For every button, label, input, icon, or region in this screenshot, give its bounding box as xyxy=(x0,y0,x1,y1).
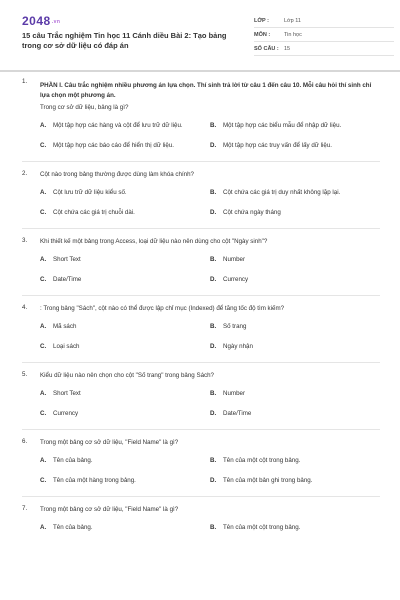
option-text: Một tập hợp các biểu mẫu để nhập dữ liệu. xyxy=(223,122,342,129)
option-text: Tên của một cột trong bảng. xyxy=(223,457,301,464)
meta-socau-value: 15 xyxy=(284,45,291,52)
option-letter: B. xyxy=(210,457,217,464)
option-text: Một tập hợp các truy vấn để lấy dữ liệu. xyxy=(223,142,332,149)
option-d[interactable] xyxy=(210,208,380,217)
option-a[interactable] xyxy=(40,322,210,331)
question-divider xyxy=(22,295,380,296)
question-2 xyxy=(22,170,380,179)
option-text: Tên của một hàng trong bảng. xyxy=(53,477,136,484)
option-a[interactable] xyxy=(40,121,210,130)
question-divider xyxy=(22,228,380,229)
question-list xyxy=(22,78,380,543)
question-divider xyxy=(22,362,380,363)
meta-row-lop xyxy=(254,14,394,28)
meta-socau-label: SỐ CÂU : xyxy=(254,45,279,52)
question-text: Trong một bảng cơ sở dữ liệu, "Field Name" là gì? xyxy=(40,439,179,446)
option-text: Ngày nhận xyxy=(223,343,253,350)
option-letter: B. xyxy=(210,524,217,531)
option-c[interactable] xyxy=(40,141,210,150)
question-3 xyxy=(22,237,380,246)
options-q3 xyxy=(40,255,380,284)
options-q6 xyxy=(40,456,380,485)
meta-lop-label: LỚP : xyxy=(254,17,269,24)
option-b[interactable] xyxy=(210,389,380,398)
option-text: Date/Time xyxy=(53,276,82,283)
option-b[interactable] xyxy=(210,255,380,264)
option-letter: A. xyxy=(40,524,47,531)
question-number: 7. xyxy=(22,505,28,512)
section-title: PHẦN I. Câu trắc nghiệm nhiều phương án lựa chọn. Thí sinh trả lời từ câu 1 đến câu 10. Mỗi câu hỏi thí sinh chỉ lựa chọn một phương án. xyxy=(40,82,372,99)
meta-row-socau xyxy=(254,42,394,56)
option-letter: B. xyxy=(210,122,217,129)
options-q4 xyxy=(40,322,380,351)
option-c[interactable] xyxy=(40,409,210,418)
option-b[interactable] xyxy=(210,188,380,197)
meta-info xyxy=(254,14,394,56)
option-letter: D. xyxy=(210,142,217,149)
question-number: 3. xyxy=(22,237,28,244)
option-text: Một tập hợp các hàng và cột để lưu trữ dữ liệu. xyxy=(53,122,183,129)
question-text: Khi thiết kế một bảng trong Access, loại dữ liệu nào nên dùng cho cột "Ngày sinh"? xyxy=(40,238,268,245)
option-letter: D. xyxy=(210,410,217,417)
option-c[interactable] xyxy=(40,208,210,217)
option-text: Một tập hợp các báo cáo để hiển thị dữ liệu. xyxy=(53,142,175,149)
option-letter: A. xyxy=(40,122,47,129)
question-text: Trong một bảng cơ sở dữ liệu, "Field Name" là gì? xyxy=(40,506,179,513)
option-text: Tên của một cột trong bảng. xyxy=(223,524,301,531)
option-d[interactable] xyxy=(210,141,380,150)
option-text: Number xyxy=(223,390,246,397)
option-letter: C. xyxy=(40,142,47,149)
option-c[interactable] xyxy=(40,342,210,351)
option-text: Tên của một bản ghi trong bảng. xyxy=(223,477,313,484)
header xyxy=(22,14,380,70)
option-letter: A. xyxy=(40,457,47,464)
option-c[interactable] xyxy=(40,275,210,284)
option-a[interactable] xyxy=(40,255,210,264)
question-7 xyxy=(22,505,380,514)
question-text: Trong cơ sở dữ liệu, bảng là gì? xyxy=(40,104,129,111)
question-number: 4. xyxy=(22,304,28,311)
header-divider xyxy=(0,70,400,72)
question-text: Cột nào trong bảng thường được dùng làm khóa chính? xyxy=(40,171,194,178)
option-text: Currency xyxy=(223,276,249,283)
option-text: Tên của bảng. xyxy=(53,457,93,464)
option-letter: A. xyxy=(40,390,47,397)
option-text: Short Text xyxy=(53,256,81,263)
meta-mon-value: Tin học xyxy=(284,31,302,38)
question-5 xyxy=(22,371,380,380)
question-number: 1. xyxy=(22,78,28,85)
option-letter: D. xyxy=(210,343,217,350)
logo-suffix: .vn xyxy=(51,18,61,25)
options-q5 xyxy=(40,389,380,418)
logo-text: 2048 xyxy=(22,14,51,28)
question-1 xyxy=(22,78,380,112)
option-text: Số trang xyxy=(223,323,247,330)
question-text: : Trong bảng "Sách", cột nào có thể được lập chỉ mục (Indexed) để tăng tốc độ tìm kiếm? xyxy=(40,305,285,312)
question-6 xyxy=(22,438,380,447)
option-letter: C. xyxy=(40,209,47,216)
option-text: Cột chứa các giá trị chuỗi dài. xyxy=(53,209,135,216)
option-letter: C. xyxy=(40,410,47,417)
option-letter: C. xyxy=(40,343,47,350)
question-text: Kiểu dữ liệu nào nên chọn cho cột "Số trang" trong bảng Sách? xyxy=(40,372,214,379)
option-text: Number xyxy=(223,256,246,263)
option-letter: A. xyxy=(40,256,47,263)
question-divider xyxy=(22,161,380,162)
options-q1 xyxy=(40,121,380,150)
option-text: Cột lưu trữ dữ liệu kiểu số. xyxy=(53,189,127,196)
option-text: Cột chứa ngày tháng xyxy=(223,209,281,216)
option-letter: C. xyxy=(40,276,47,283)
option-text: Tên của bảng. xyxy=(53,524,93,531)
option-d[interactable] xyxy=(210,409,380,418)
option-a[interactable] xyxy=(40,188,210,197)
page-title: 15 câu Trắc nghiệm Tin học 11 Cánh diều Bài 2: Tạo bảng trong cơ sở dữ liệu có đáp án xyxy=(22,31,227,50)
option-a[interactable] xyxy=(40,523,210,532)
option-b[interactable] xyxy=(210,121,380,130)
question-divider xyxy=(22,496,380,497)
option-text: Date/Time xyxy=(223,410,252,417)
option-b[interactable] xyxy=(210,322,380,331)
option-a[interactable] xyxy=(40,389,210,398)
meta-row-mon xyxy=(254,28,394,42)
option-text: Short Text xyxy=(53,390,81,397)
option-letter: D. xyxy=(210,477,217,484)
option-text: Mã sách xyxy=(53,323,77,330)
question-number: 6. xyxy=(22,438,28,445)
option-letter: D. xyxy=(210,276,217,283)
options-q7 xyxy=(40,523,380,532)
option-c[interactable] xyxy=(40,476,210,485)
option-text: Currency xyxy=(53,410,79,417)
question-number: 5. xyxy=(22,371,28,378)
option-text: Loại sách xyxy=(53,343,80,350)
option-letter: B. xyxy=(210,390,217,397)
option-d[interactable] xyxy=(210,476,380,485)
question-4 xyxy=(22,304,380,313)
option-letter: A. xyxy=(40,323,47,330)
question-divider xyxy=(22,429,380,430)
option-letter: C. xyxy=(40,477,47,484)
option-letter: B. xyxy=(210,189,217,196)
meta-mon-label: MÔN : xyxy=(254,31,271,38)
option-b[interactable] xyxy=(210,456,380,465)
question-number: 2. xyxy=(22,170,28,177)
option-letter: D. xyxy=(210,209,217,216)
option-letter: A. xyxy=(40,189,47,196)
options-q2 xyxy=(40,188,380,217)
option-letter: B. xyxy=(210,256,217,263)
option-b[interactable] xyxy=(210,523,380,532)
option-a[interactable] xyxy=(40,456,210,465)
option-d[interactable] xyxy=(210,275,380,284)
option-d[interactable] xyxy=(210,342,380,351)
meta-lop-value: Lớp 11 xyxy=(284,17,301,24)
option-letter: B. xyxy=(210,323,217,330)
site-logo[interactable] xyxy=(22,14,60,28)
option-text: Cột chứa các giá trị duy nhất không lặp lại. xyxy=(223,189,341,196)
